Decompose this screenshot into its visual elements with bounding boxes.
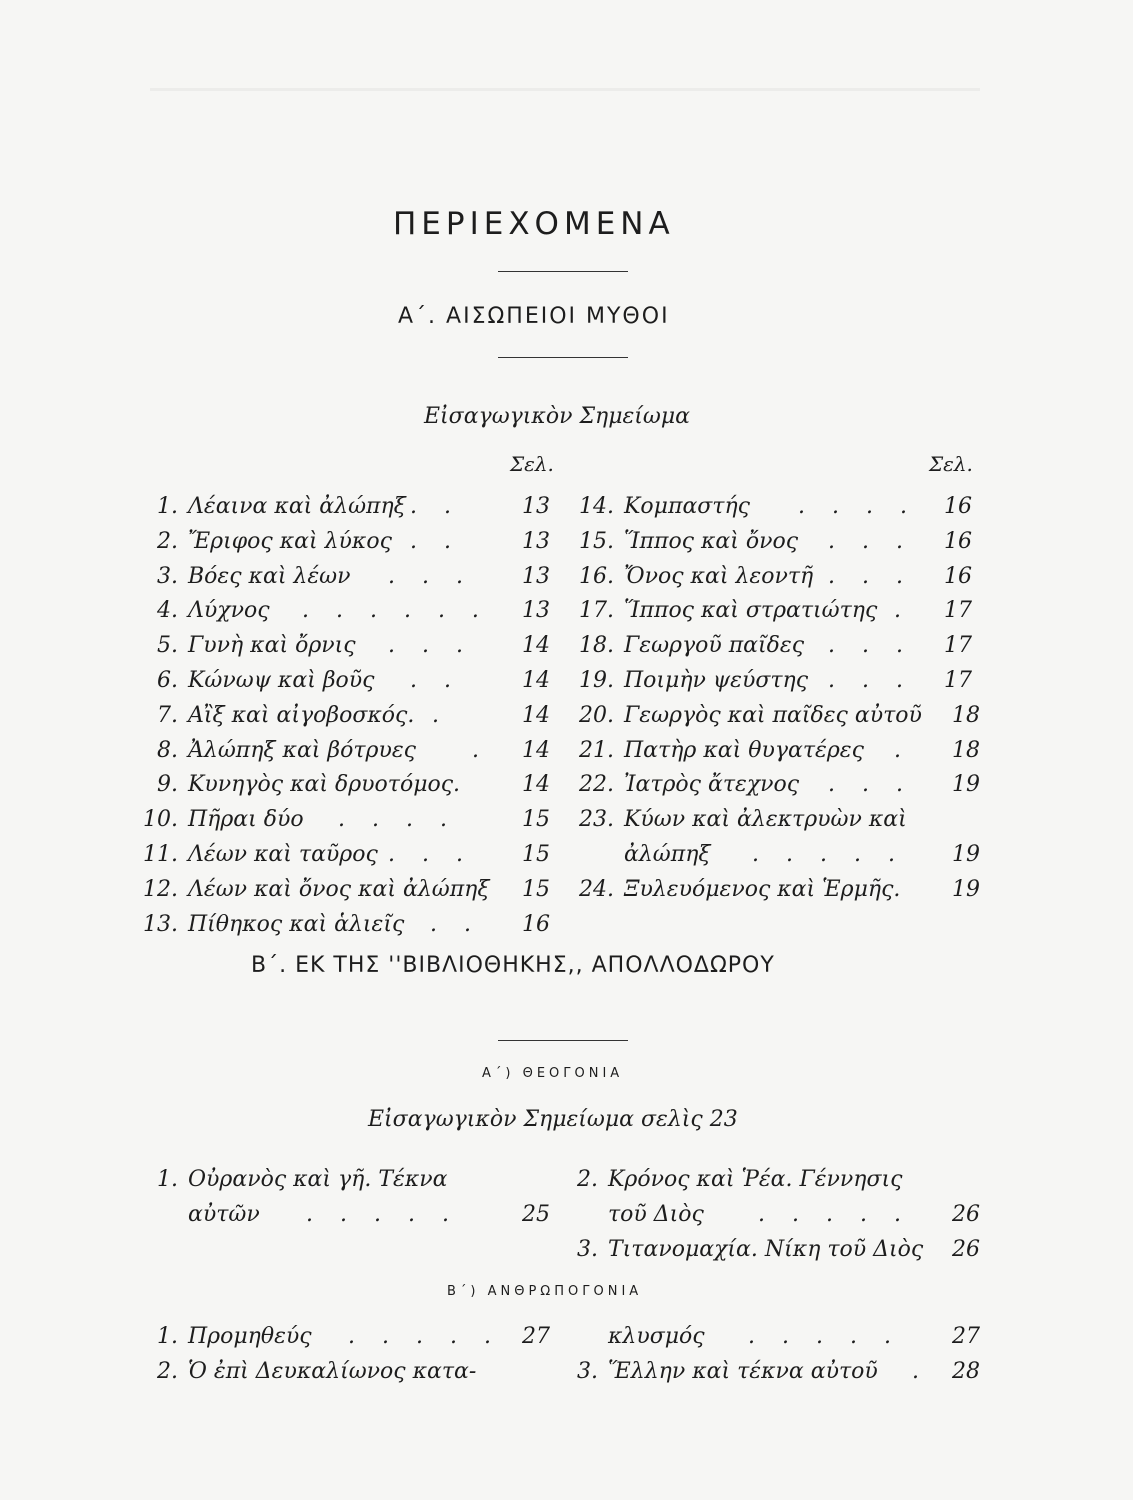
entry-number: 11.: [143, 841, 178, 867]
dot-leader: . . .: [828, 528, 913, 554]
entry-title: Ὄνος καὶ λεοντῆ: [624, 563, 814, 589]
entry-title: Γυνὴ καὶ ὄρνις: [188, 633, 356, 659]
dot-leader: .: [894, 598, 911, 624]
anthropogonia-left-list: [142, 1324, 562, 1394]
entry-title: Γεωργὸς καὶ παῖδες αὐτοῦ: [624, 702, 922, 728]
entry-title: Λέων καὶ ταῦρος: [188, 841, 378, 867]
list-item: [142, 807, 562, 842]
dot-leader: . .: [430, 911, 481, 937]
page-title: ΠΕΡΙΕΧΟΜΕΝΑ: [393, 206, 675, 242]
entry-title: Ἵππος καὶ ὄνος: [624, 528, 799, 554]
dot-leader: . .: [410, 494, 461, 519]
entry-number: 21.: [579, 737, 614, 763]
section-a-divider: [498, 357, 628, 358]
entry-title: Αἲξ καὶ αἰγοβοσκός.: [188, 702, 415, 728]
dot-leader: . . . . .: [748, 1324, 901, 1349]
entry-number: 16.: [579, 563, 614, 589]
list-item: [578, 877, 998, 912]
dot-leader: . . .: [828, 563, 913, 589]
theogonia-intro: Εἰσαγωγικὸν Σημείωμα σελὶς 23: [368, 1107, 738, 1132]
list-item: [562, 1237, 992, 1272]
list-item: [578, 564, 998, 599]
list-item: [142, 738, 562, 773]
list-item: [142, 1202, 562, 1237]
entry-number: 3.: [577, 1358, 598, 1384]
list-item: [578, 842, 998, 877]
list-item: [142, 598, 562, 633]
list-item: [578, 529, 998, 564]
list-item: [142, 668, 562, 703]
entry-number: 4.: [157, 598, 178, 624]
entry-title: Γεωργοῦ παῖδες: [624, 633, 805, 659]
entry-title: κλυσμός: [608, 1324, 705, 1349]
entry-title: Πῆραι δύο: [188, 807, 304, 833]
list-item: [578, 703, 998, 738]
theogonia-left-list: [142, 1167, 562, 1237]
entry-page: 15: [522, 807, 550, 833]
list-item: [562, 1167, 992, 1202]
entry-title: Ἰατρὸς ἄτεχνος: [624, 772, 800, 798]
entry-title: Βόες καὶ λέων: [188, 563, 351, 589]
dot-leader: .: [472, 737, 489, 763]
entry-number: 15.: [579, 528, 614, 554]
entry-title: αὐτῶν: [188, 1201, 260, 1227]
entry-title: Κρόνος καὶ Ῥέα. Γέννησις: [608, 1167, 903, 1192]
dot-leader: . . .: [828, 772, 913, 798]
list-item: [578, 807, 998, 842]
list-item: [578, 738, 998, 773]
entry-number: 1.: [157, 1324, 178, 1349]
entry-number: 10.: [143, 807, 178, 833]
entry-number: 2.: [157, 528, 178, 554]
anthropogonia-heading: Β΄) ΑΝΘΡΩΠΟΓΟΝΙΑ: [447, 1284, 643, 1299]
entry-number: 7.: [157, 702, 178, 728]
dot-leader: . . .: [388, 563, 473, 589]
entry-page: 14: [522, 772, 550, 798]
list-item: [142, 842, 562, 877]
entry-title: Τιτανομαχία. Νίκη τοῦ Διὸς: [608, 1236, 924, 1262]
entry-page: 17: [944, 598, 972, 624]
list-item: [578, 668, 998, 703]
entry-number: 3.: [157, 563, 178, 589]
entry-title: Προμηθεύς: [188, 1324, 312, 1349]
entry-title: Ἀλώπηξ καὶ βότρυες: [188, 737, 416, 763]
dot-leader: .: [912, 1358, 929, 1384]
dot-leader: . . . . .: [306, 1201, 459, 1227]
entry-page: 19: [952, 876, 980, 902]
list-item: [142, 633, 562, 668]
list-item: [562, 1359, 992, 1394]
dot-leader: . .: [410, 667, 461, 693]
entry-page: 13: [522, 598, 550, 624]
entry-page: 19: [952, 841, 980, 867]
entry-title: Οὐρανὸς καὶ γῆ. Τέκνα: [188, 1167, 448, 1192]
list-item: [142, 529, 562, 564]
entry-page: 16: [944, 528, 972, 554]
entry-page: 19: [952, 772, 980, 798]
section-a-intro: Εἰσαγωγικὸν Σημείωμα: [424, 404, 691, 429]
dot-leader: . . .: [828, 633, 913, 659]
entry-number: 2.: [157, 1358, 178, 1384]
entry-number: 1.: [157, 494, 178, 519]
entry-page: 15: [522, 841, 550, 867]
list-item: [578, 494, 998, 529]
entry-page: 27: [522, 1324, 550, 1349]
page-column-label-right: Σελ.: [929, 452, 973, 476]
list-item: [142, 912, 562, 947]
list-item: [142, 877, 562, 912]
entry-number: 6.: [157, 667, 178, 693]
list-item: [578, 633, 998, 668]
section-a-heading: Α΄. ΑΙΣΩΠΕΙΟΙ ΜΥΘΟΙ: [398, 304, 670, 329]
entry-title: Ἔριφος καὶ λύκος: [188, 528, 392, 554]
list-item: [562, 1202, 992, 1237]
theogonia-right-list: [562, 1167, 992, 1271]
list-item: [142, 1324, 562, 1359]
entry-page: 14: [522, 633, 550, 659]
dot-leader: . . . . . .: [302, 598, 489, 624]
dot-leader: . . . . .: [758, 1201, 911, 1227]
list-item: [578, 598, 998, 633]
dot-leader: . . .: [828, 667, 913, 693]
entry-number: 9.: [157, 772, 178, 798]
entry-page: 16: [944, 563, 972, 589]
entry-title: Κυνηγὸς καὶ δρυοτόμος.: [188, 772, 461, 798]
entry-title: Πίθηκος καὶ ἁλιεῖς: [188, 911, 405, 937]
entry-page: 16: [522, 911, 550, 937]
entry-number: 18.: [579, 633, 614, 659]
entry-page: 18: [952, 702, 980, 728]
entry-number: 3.: [577, 1236, 598, 1262]
entry-number: 24.: [579, 876, 614, 902]
entry-title: ἀλώπηξ: [624, 841, 711, 867]
entry-number: 20.: [579, 702, 614, 728]
anthropogonia-right-list: [562, 1324, 992, 1394]
list-item: [142, 1167, 562, 1202]
dot-leader: . . . .: [338, 807, 457, 833]
dot-leader: . . .: [388, 841, 473, 867]
entry-page: 26: [952, 1236, 980, 1262]
entry-page: 15: [522, 876, 550, 902]
dot-leader: .: [432, 702, 449, 728]
entry-number: 5.: [157, 633, 178, 659]
entry-title: Κομπαστής: [624, 494, 750, 519]
entry-page: 13: [522, 563, 550, 589]
entry-title: Λέων καὶ ὄνος καὶ ἀλώπηξ: [188, 876, 490, 902]
entry-page: 16: [944, 494, 972, 519]
section-a-left-list: [142, 494, 562, 946]
dot-leader: . . .: [388, 633, 473, 659]
entry-number: 23.: [579, 807, 614, 833]
entry-page: 14: [522, 737, 550, 763]
entry-title: Λέαινα καὶ ἀλώπηξ: [188, 494, 406, 519]
list-item: [562, 1324, 992, 1359]
entry-page: 25: [522, 1201, 550, 1227]
entry-number: 8.: [157, 737, 178, 763]
entry-page: 14: [522, 702, 550, 728]
entry-title: τοῦ Διὸς: [608, 1201, 704, 1227]
list-item: [142, 494, 562, 529]
theogonia-heading: Α΄) ΘΕΟΓΟΝΙΑ: [482, 1066, 624, 1081]
entry-page: 17: [944, 633, 972, 659]
entry-title: Ἵππος καὶ στρατιώτης: [624, 598, 878, 624]
entry-number: 14.: [579, 494, 614, 519]
list-item: [142, 703, 562, 738]
dot-leader: . .: [410, 528, 461, 554]
entry-page: 18: [952, 737, 980, 763]
entry-page: 28: [952, 1358, 980, 1384]
entry-number: 12.: [143, 876, 178, 902]
section-b-heading: Β΄. ΕΚ ΤΗΣ ''ΒΙΒΛΙΟΘΗΚΗΣ,, ΑΠΟΛΛΟΔΩΡΟΥ: [251, 953, 775, 978]
dot-leader: . . . .: [798, 494, 917, 519]
entry-page: 13: [522, 528, 550, 554]
dot-leader: . . . . .: [348, 1324, 501, 1349]
entry-number: 22.: [579, 772, 614, 798]
entry-title: Κύων καὶ ἀλεκτρυὼν καὶ: [624, 807, 907, 833]
entry-title: Κώνωψ καὶ βοῦς: [188, 667, 375, 693]
list-item: [142, 1359, 562, 1394]
entry-title: Ξυλευόμενος καὶ Ἑρμῆς.: [624, 876, 901, 902]
section-b-divider: [498, 1040, 628, 1041]
list-item: [578, 772, 998, 807]
title-divider: [498, 271, 628, 272]
entry-title: Λύχνος: [188, 598, 270, 624]
entry-number: 17.: [579, 598, 614, 624]
section-a-right-list: [578, 494, 998, 912]
entry-title: Ὁ ἐπὶ Δευκαλίωνος κατα-: [188, 1358, 477, 1384]
list-item: [142, 772, 562, 807]
entry-page: 14: [522, 667, 550, 693]
entry-number: 1.: [157, 1167, 178, 1192]
dot-leader: .: [894, 737, 911, 763]
entry-number: 13.: [143, 911, 178, 937]
entry-page: 17: [944, 667, 972, 693]
entry-number: 19.: [579, 667, 614, 693]
dot-leader: . . . . .: [752, 841, 905, 867]
entry-page: 26: [952, 1201, 980, 1227]
entry-title: Ἕλλην καὶ τέκνα αὐτοῦ: [608, 1358, 878, 1384]
entry-page: 27: [952, 1324, 980, 1349]
bleed-through-texture: [150, 88, 980, 91]
entry-title: Ποιμὴν ψεύστης: [624, 667, 809, 693]
list-item: [142, 564, 562, 599]
page-column-label-left: Σελ.: [510, 452, 554, 476]
entry-number: 2.: [577, 1167, 598, 1192]
entry-page: 13: [522, 494, 550, 519]
entry-title: Πατὴρ καὶ θυγατέρες: [624, 737, 864, 763]
